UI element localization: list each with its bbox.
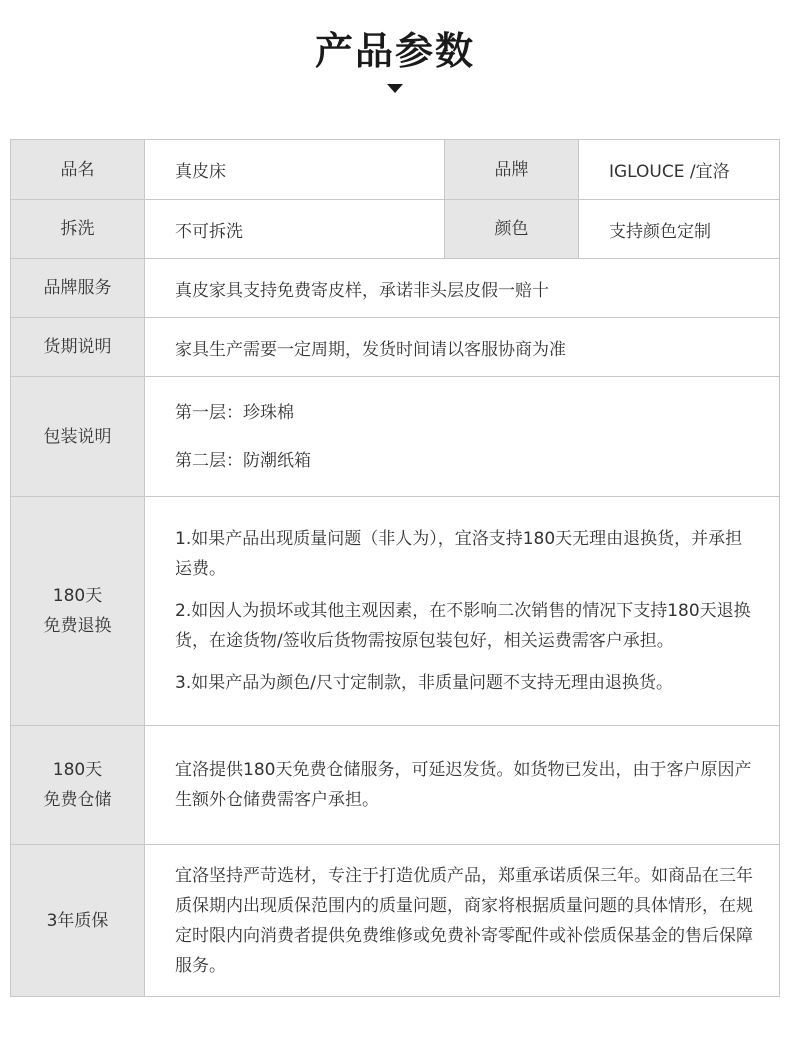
delivery-label: 货期说明 [11, 318, 144, 376]
storage-text: 宜洛提供180天免费仓储服务，可延迟发货。如货物已发出，由于客户原因产生额外仓储费需客户承担。 [175, 760, 752, 810]
return-label [11, 497, 144, 725]
service-label: 品牌服务 [11, 259, 144, 317]
wash-label: 拆洗 [11, 200, 144, 258]
row-packaging [11, 376, 779, 496]
pack-value [144, 377, 779, 496]
warranty-value [144, 845, 779, 996]
color-label: 颜色 [444, 200, 578, 258]
row-return [11, 496, 779, 725]
wash-value: 不可拆洗 [144, 200, 444, 258]
storage-label-line-1: 180天 [52, 760, 103, 780]
return-label-line-1: 180天 [52, 586, 103, 606]
caret-down-icon [387, 84, 403, 93]
warranty-label: 3年质保 [11, 845, 144, 996]
return-value [144, 497, 779, 725]
page-title: 产品参数 [314, 29, 475, 73]
brand-label: 品牌 [444, 140, 578, 199]
name-value: 真皮床 [144, 140, 444, 199]
row-wash-color [11, 199, 779, 258]
row-storage [11, 725, 779, 844]
service-value: 真皮家具支持免费寄皮样，承诺非头层皮假一赔十 [144, 259, 779, 317]
warranty-text: 宜洛坚持严苛选材，专注于打造优质产品，郑重承诺质保三年。如商品在三年质保期内出现质保范围内的质量问题，商家将根据质量问题的具体情形，在规定时限内向消费者提供免费维修或免费补寄零配件或补偿质保基金的售后保障服务。 [175, 865, 753, 976]
return-line-1: 1.如果产品出现质量问题（非人为），宜洛支持180天无理由退换货，并承担运费。 [175, 529, 743, 579]
pack-line-2: 第二层：防潮纸箱 [175, 450, 311, 471]
name-label: 品名 [11, 140, 144, 199]
row-delivery [11, 317, 779, 376]
color-value: 支持颜色定制 [578, 200, 779, 258]
storage-label-line-2: 免费仓储 [43, 790, 112, 810]
row-warranty [11, 844, 779, 996]
pack-line-1: 第一层：珍珠棉 [175, 402, 294, 423]
delivery-value: 家具生产需要一定周期，发货时间请以客服协商为准 [144, 318, 779, 376]
pack-label: 包装说明 [11, 377, 144, 496]
storage-label [11, 726, 144, 844]
return-line-2: 2.如因人为损坏或其他主观因素，在不影响二次销售的情况下支持180天退换货，在途货物/签收后货物需按原包装包好，相关运费需客户承担。 [175, 601, 751, 651]
brand-value: IGLOUCE /宜洛 [578, 140, 779, 199]
storage-value [144, 726, 779, 844]
row-name-brand [11, 140, 779, 199]
return-label-line-2: 免费退换 [43, 616, 112, 636]
spec-table [10, 139, 780, 997]
row-brand-service [11, 258, 779, 317]
return-line-3: 3.如果产品为颜色/尺寸定制款，非质量问题不支持无理由退换货。 [175, 673, 673, 693]
